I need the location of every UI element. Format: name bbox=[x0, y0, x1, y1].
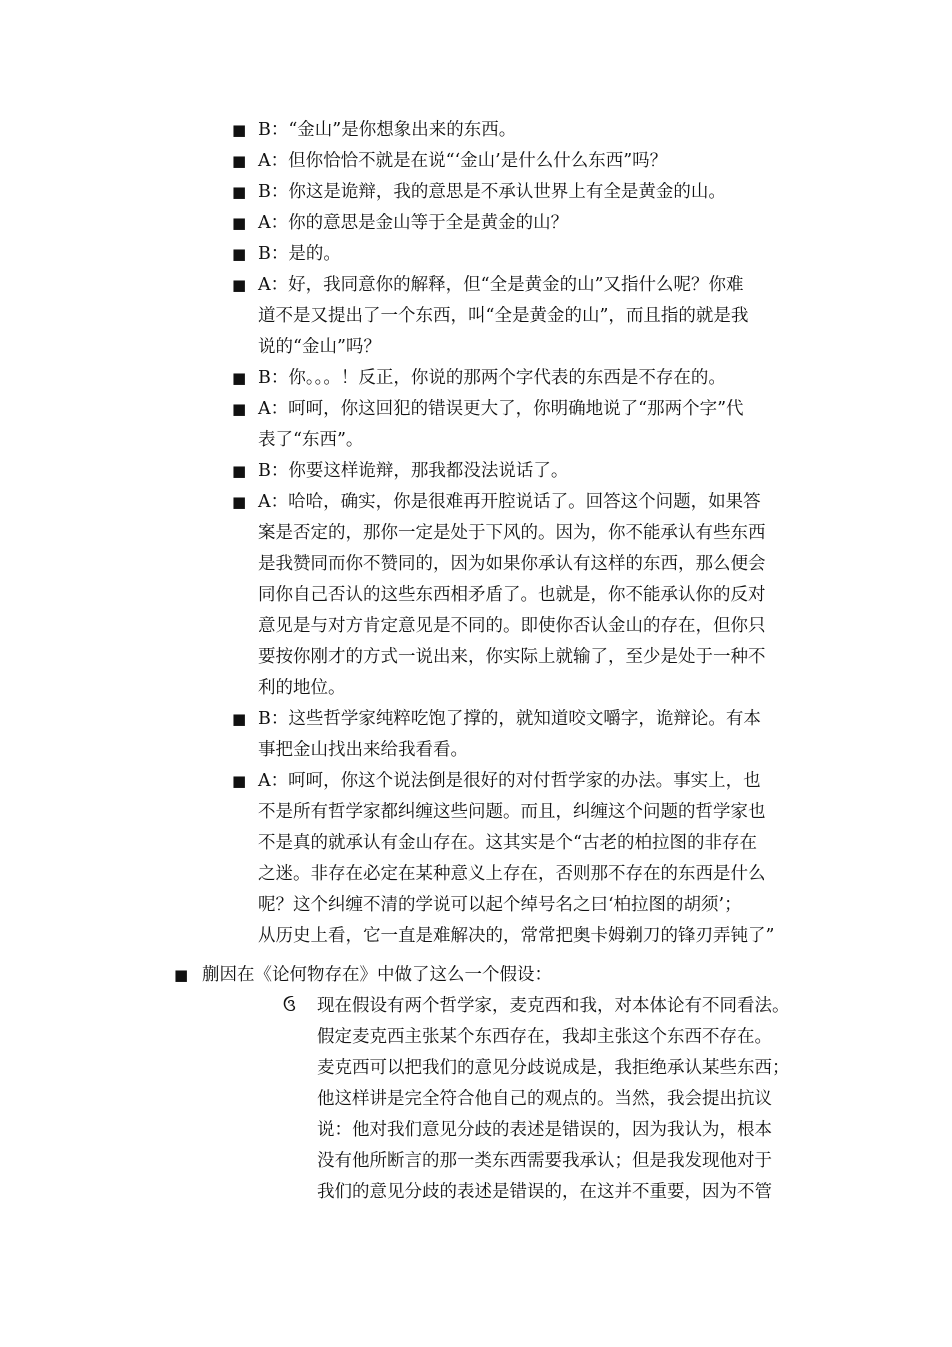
quote-bullet-icon: ઉ bbox=[283, 996, 296, 1016]
text-line: 是我赞同而你不赞同的，因为如果你承认有这样的东西，那么便会 bbox=[258, 554, 766, 574]
dialogue-list-item bbox=[232, 146, 818, 177]
square-bullet-icon: ■ bbox=[232, 152, 247, 170]
text-line: B：你这是诡辩，我的意思是不承认世界上有全是黄金的山。 bbox=[258, 182, 726, 202]
text-line: A：但你恰恰不就是在说“‘金山’是什么什么东西”吗？ bbox=[258, 151, 668, 171]
square-bullet-icon: ■ bbox=[232, 400, 247, 418]
square-bullet-icon: ■ bbox=[232, 214, 247, 232]
text-line: 道不是又提出了一个东西，叫“全是黄金的山”，而且指的就是我 bbox=[258, 306, 749, 326]
text-line: 事把金山找出来给我看看。 bbox=[258, 740, 468, 760]
square-bullet-icon: ■ bbox=[232, 183, 247, 201]
text-line: 蒯因在《论何物存在》中做了这么一个假设： bbox=[202, 965, 552, 985]
text-line: 不是真的就承认有金山存在。这其实是个“古老的柏拉图的非存在 bbox=[258, 833, 757, 853]
dialogue-list-item bbox=[232, 270, 818, 363]
text-line: 现在假设有两个哲学家，麦克西和我，对本体论有不同看法。 bbox=[317, 996, 790, 1016]
square-bullet-icon: ■ bbox=[232, 121, 247, 139]
text-line: B：你要这样诡辩，那我都没法说话了。 bbox=[258, 461, 569, 481]
dialogue-list-item bbox=[232, 456, 818, 487]
square-bullet-icon: ■ bbox=[232, 245, 247, 263]
square-bullet-icon: ■ bbox=[232, 493, 247, 511]
text-line: 麦克西可以把我们的意见分歧说成是，我拒绝承认某些东西； bbox=[317, 1058, 790, 1078]
dialogue-list-item bbox=[232, 394, 818, 456]
text-line: 他这样讲是完全符合他自己的观点的。当然，我会提出抗议 bbox=[317, 1089, 772, 1109]
text-line: B：是的。 bbox=[258, 244, 341, 264]
text-line: 不是所有哲学家都纠缠这些问题。而且，纠缠这个问题的哲学家也 bbox=[258, 802, 766, 822]
main-list-item bbox=[174, 960, 802, 991]
text-line: 假定麦克西主张某个东西存在，我却主张这个东西不存在。 bbox=[317, 1027, 772, 1047]
dialogue-list-item bbox=[232, 208, 818, 239]
dialogue-list-item bbox=[232, 177, 818, 208]
text-line: 利的地位。 bbox=[258, 678, 346, 698]
square-bullet-icon: ■ bbox=[232, 462, 247, 480]
quote-list-item bbox=[283, 991, 837, 1208]
text-line: 从历史上看，它一直是难解决的，常常把奥卡姆剃刀的锋刃弄钝了” bbox=[258, 926, 775, 946]
text-line: 同你自己否认的这些东西相矛盾了。也就是，你不能承认你的反对 bbox=[258, 585, 766, 605]
text-line: 说：他对我们意见分歧的表述是错误的，因为我认为，根本 bbox=[317, 1120, 772, 1140]
square-bullet-icon: ■ bbox=[232, 772, 247, 790]
square-bullet-icon: ■ bbox=[232, 710, 247, 728]
text-line: A：呵呵，你这回犯的错误更大了，你明确地说了“那两个字”代 bbox=[258, 399, 744, 419]
text-line: A：好，我同意你的解释，但“全是黄金的山”又指什么呢？你难 bbox=[258, 275, 744, 295]
text-line: 呢？这个纠缠不清的学说可以起个绰号名之曰‘柏拉图的胡须’； bbox=[258, 895, 742, 915]
text-line: A：你的意思是金山等于全是黄金的山？ bbox=[258, 213, 569, 233]
text-line: B：“金山”是你想象出来的东西。 bbox=[258, 120, 517, 140]
dialogue-list-item bbox=[232, 239, 818, 270]
text-line: 之迷。非存在必定在某种意义上存在，否则那不存在的东西是什么 bbox=[258, 864, 766, 884]
text-line: B：你。。。！反正，你说的那两个字代表的东西是不存在的。 bbox=[258, 368, 726, 388]
square-bullet-icon: ■ bbox=[232, 276, 247, 294]
text-line: 说的“金山”吗？ bbox=[258, 337, 381, 357]
square-bullet-icon: ■ bbox=[174, 966, 189, 984]
text-line: 我们的意见分歧的表述是错误的，在这并不重要，因为不管 bbox=[317, 1182, 772, 1202]
text-line: 意见是与对方肯定意见是不同的。即使你否认金山的存在，但你只 bbox=[258, 616, 766, 636]
dialogue-list-item bbox=[232, 115, 818, 146]
text-line: 案是否定的，那你一定是处于下风的。因为，你不能承认有些东西 bbox=[258, 523, 766, 543]
text-line: 没有他所断言的那一类东西需要我承认；但是我发现他对于 bbox=[317, 1151, 772, 1171]
text-line: A：呵呵，你这个说法倒是很好的对付哲学家的办法。事实上，也 bbox=[258, 771, 761, 791]
dialogue-list-item bbox=[232, 766, 818, 952]
dialogue-list-item bbox=[232, 487, 818, 704]
text-line: B：这些哲学家纯粹吃饱了撑的，就知道咬文嚼字，诡辩论。有本 bbox=[258, 709, 761, 729]
dialogue-list-item bbox=[232, 363, 818, 394]
text-line: 要按你刚才的方式一说出来，你实际上就输了，至少是处于一种不 bbox=[258, 647, 766, 667]
text-line: A：哈哈，确实，你是很难再开腔说话了。回答这个问题，如果答 bbox=[258, 492, 761, 512]
dialogue-list-item bbox=[232, 704, 818, 766]
square-bullet-icon: ■ bbox=[232, 369, 247, 387]
text-line: 表了“东西”。 bbox=[258, 430, 364, 450]
